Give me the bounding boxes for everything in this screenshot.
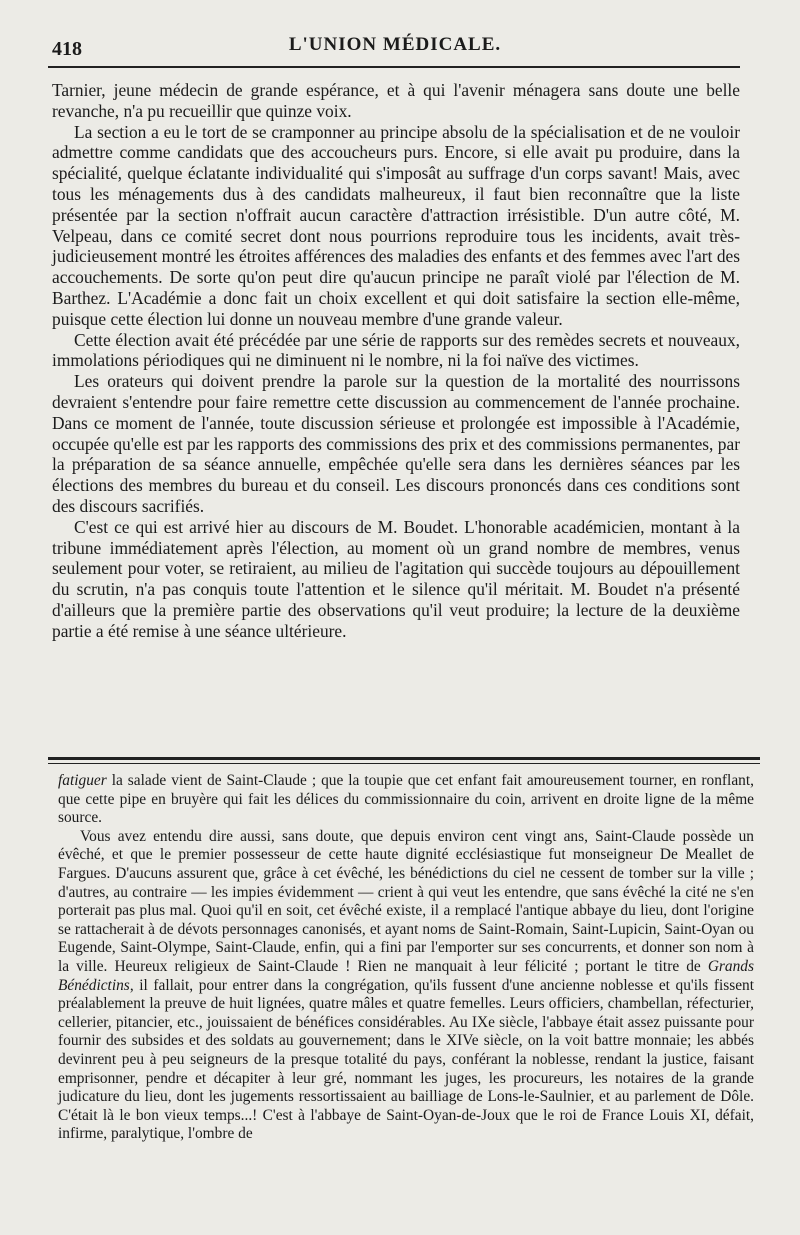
feuilleton-separator xyxy=(48,757,760,764)
feuilleton-text: la salade vient de Saint-Claude ; que la toupie que cet enfant fait amoureusement tourner, en ronflant, que cette pipe en bruyère qui fait les délices du commissionnaire du coin, arrivent en droite ligne de la même source. xyxy=(58,772,754,827)
article-paragraph: C'est ce qui est arrivé hier au discours de M. Boudet. L'honorable académicien, montant à la tribune immédiatement après l'élection, au moment où un grand nombre de membres, venus seulement pour voter, se retiraient, au milieu de l'agitation qui succède toujours au dépouillement du scrutin, n'a pas conquis toute l'attention et le silence qu'il méritait. M. Boudet n'a présenté d'ailleurs que la première partie des observations qu'il veut produire; la lecture de la deuxième partie a été remise à une séance ultérieure. xyxy=(52,516,740,641)
feuilleton-body xyxy=(58,772,754,1144)
article-paragraph: Les orateurs qui doivent prendre la parole sur la question de la mortalité des nourrissons devraient s'entendre pour faire remettre cette discussion au commencement de l'année prochaine. Dans ce moment de l'année, toute discussion sérieuse et prolongée est impossible à l'Académie, occupée qu'elle est par les rapports des commissions des prix et des commissions permanentes, par la préparation de sa séance annuelle, empêchée qu'elle sera dans les dernières séances par les élections des membres du bureau et du conseil. Les discours prononcés dans ces conditions sont des discours sacrifiés. xyxy=(52,371,740,516)
article-paragraph: La section a eu le tort de se cramponner au principe absolu de la spécialisation et de ne vouloir admettre comme candidats que des accoucheurs purs. Encore, si elle avait pu produire, dans la spécialité, quelque éclatante individualité qui s'imposât au suffrage d'un corps savant! Mais, avec tous les ménagements dus à des candidats malheureux, il faut bien reconnaître que la liste présentée par la section n'offrait aucun caractère d'attraction irrésistible. D'un autre côté, M. Velpeau, dans ce comité secret dont nous pourrions reproduire tous les incidents, avait très-judicieusement montré les étroites afférences des maladies des enfants et des femmes avec l'art des accouchements. De sorte qu'on peut dire qu'aucun principe ne paraît violé par l'élection de M. Barthez. L'Académie a donc fait un choix excellent et qui doit satisfaire la section elle-même, puisque cette élection lui donne un nouveau membre d'une grande valeur. xyxy=(52,121,740,329)
feuilleton-italic-title: Grands Bénédictins xyxy=(58,957,754,994)
page-number: 418 xyxy=(52,38,82,60)
page-header xyxy=(48,30,742,62)
article-body xyxy=(52,80,740,642)
header-rule xyxy=(48,66,740,68)
running-title: L'UNION MÉDICALE. xyxy=(288,34,502,55)
feuilleton-paragraph xyxy=(58,772,754,828)
article-paragraph: Cette élection avait été précédée par une série de rapports sur des remèdes secrets et nouveaux, immolations périodiques qui ne diminuent ni le nombre, ni la foi naïve des victimes. xyxy=(52,329,740,371)
feuilleton-text: , il fallait, pour entrer dans la congrégation, qu'ils fussent d'une ancienne noblesse et qu'ils fissent préalablement la preuve de huit lignées, quatre mâles et quatre femelles. Leurs officiers, chambellan, réfecturier, cellerier, pitancier, etc., jouissaient de bénéfices considérables. Au IXe siècle, l'abbaye était assez puissante pour fournir des subsides et des soldats au gouvernement; dans le XIVe siècle, on la voit battre monnaie; les abbés devinrent peu à peu seigneurs de la presque totalité du pays, conférant la noblesse, rendant la justice, faisant emprisonner, pendre et décapiter à leur gré, nommant les juges, les procureurs, les notaires de la grande judicature du lieu, dont les jugements ressortissaient au bailliage de Lons-le-Saulnier, et au parlement de Dôle. C'était là le bon vieux temps...! C'est à l'abbaye de Saint-Oyan-de-Joux que le roi de France Louis XI, défait, infirme, paralytique, l'ombre de xyxy=(58,976,754,1143)
feuilleton-first-word: fatiguer xyxy=(58,772,107,789)
article-paragraph: Tarnier, jeune médecin de grande espérance, et à qui l'avenir ménagera sans doute une belle revanche, n'a pu recueillir que quinze voix. xyxy=(52,80,740,121)
feuilleton-text: Vous avez entendu dire aussi, sans doute, que depuis environ cent vingt ans, Saint-Claude possède un évêché, et que le premier possesseur de cette haute dignité ecclésiastique fut monseigneur De Meallet de Fargues. D'aucuns assurent que, grâce à cet évêché, les bénédictions du ciel ne cessent de tomber sur la ville ; d'autres, au contraire — les impies évidemment — crient à qui veut les entendre, que sans évêché la cité ne s'en porterait pas plus mal. Quoi qu'il en soit, cet évêché existe, il a remplacé l'antique abbaye du lieu, dont l'origine se rattacherait à de dévots personnages canonisés, et ayant noms de Saint-Romain, Saint-Lupicin, Saint-Oyan ou Eugende, Saint-Olympe, Saint-Claude, enfin, qui a fini par l'emporter sur ses concurrents, et donner son nom à la ville. Heureux religieux de Saint-Claude ! Rien ne manquait à leur félicité ; portant le titre de xyxy=(58,827,754,975)
feuilleton-paragraph xyxy=(58,828,754,1144)
